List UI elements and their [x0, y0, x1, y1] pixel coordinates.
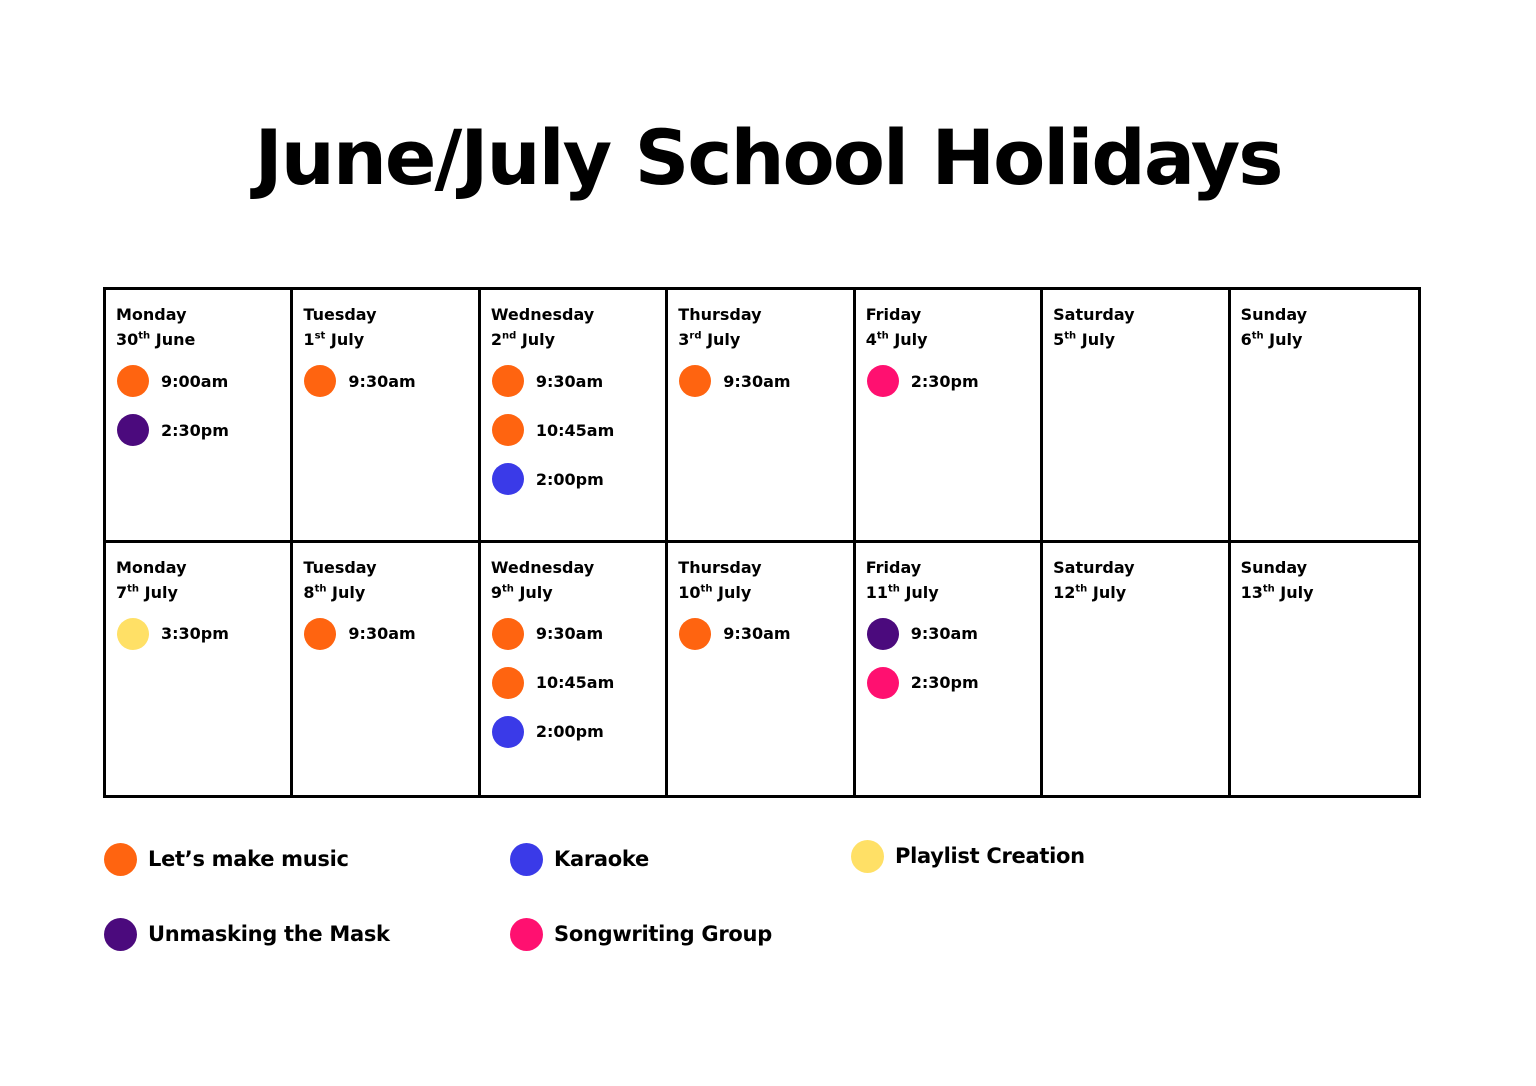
date-number: 13: [1240, 582, 1263, 602]
date-number: 8: [303, 582, 315, 602]
event-time: 2:00pm: [535, 722, 604, 741]
date-number: 30: [116, 330, 139, 349]
event-item: [491, 462, 665, 496]
date-suffix: th: [138, 330, 151, 342]
activity-dot-icon: [679, 618, 711, 650]
day-cell: [293, 543, 480, 796]
legend-item: [509, 916, 772, 952]
event-time: 9:30am: [535, 624, 604, 643]
event-item: [491, 715, 665, 749]
event-item: [116, 617, 290, 651]
day-date: [1241, 580, 1418, 605]
event-list: [491, 364, 665, 496]
day-date: [1241, 327, 1418, 352]
date-number: 4: [865, 330, 877, 349]
day-cell: [1043, 290, 1230, 543]
day-date: [1053, 580, 1227, 605]
day-cell: [106, 543, 293, 796]
activity-dot-icon: [304, 365, 336, 397]
day-date: [303, 580, 477, 605]
date-month: July: [139, 582, 178, 602]
day-date: [491, 580, 665, 605]
day-name: Thursday: [678, 305, 762, 324]
activity-dot-icon: [867, 365, 899, 397]
date-number: 11: [865, 582, 888, 602]
event-item: [866, 617, 1040, 651]
event-time: 9:30am: [723, 624, 791, 643]
date-suffix: st: [314, 330, 326, 342]
day-date: [1053, 327, 1227, 352]
day-name: Tuesday: [303, 557, 377, 577]
day-date: [678, 327, 852, 352]
event-time: 10:45am: [535, 673, 615, 692]
day-date: [491, 327, 665, 352]
yellow-dot-icon: [851, 840, 884, 873]
date-suffix: th: [1064, 330, 1077, 342]
date-number: 5: [1053, 330, 1065, 349]
activity-dot-icon: [492, 463, 524, 495]
day-date: [866, 327, 1040, 352]
event-time: 2:30pm: [161, 420, 229, 440]
date-month: July: [325, 330, 365, 349]
activity-dot-icon: [492, 618, 524, 650]
event-item: [678, 364, 852, 398]
day-cell: [481, 290, 668, 543]
day-cell: [856, 543, 1043, 796]
activity-dot-icon: [867, 618, 899, 650]
date-month: July: [712, 582, 752, 602]
date-suffix: th: [314, 583, 327, 595]
event-list: [491, 617, 665, 749]
date-number: 10: [678, 582, 701, 602]
day-name: Thursday: [678, 557, 762, 577]
event-item: [866, 666, 1040, 700]
event-list: [866, 364, 1040, 398]
day-cell: [481, 543, 668, 796]
event-list: [678, 617, 852, 651]
activity-dot-icon: [117, 414, 149, 446]
legend-label: Let’s make music: [148, 847, 349, 871]
event-item: [866, 364, 1040, 398]
event-time: 9:30am: [910, 624, 978, 643]
blue-dot-icon: [510, 843, 543, 876]
orange-dot-icon: [104, 843, 137, 876]
day-name: Sunday: [1240, 557, 1308, 577]
event-list: [303, 617, 477, 651]
day-name: Saturday: [1053, 557, 1135, 577]
date-month: July: [899, 582, 939, 602]
date-month: July: [1076, 330, 1116, 349]
date-suffix: th: [1262, 583, 1275, 595]
activity-dot-icon: [117, 618, 149, 650]
day-date: [678, 580, 852, 605]
purple-dot-icon: [104, 918, 137, 951]
event-time: 2:30pm: [910, 371, 979, 391]
day-name: Friday: [865, 305, 922, 324]
legend-label: Songwriting Group: [554, 922, 772, 946]
event-list: [116, 364, 290, 447]
date-number: 2: [490, 330, 502, 349]
day-cell: [293, 290, 480, 543]
day-cell: [1231, 290, 1418, 543]
event-list: [116, 617, 290, 651]
event-item: [491, 666, 665, 700]
day-name: Saturday: [1053, 305, 1135, 324]
legend-label: Playlist Creation: [895, 844, 1085, 868]
event-time: 9:30am: [348, 371, 416, 391]
date-suffix: th: [1251, 330, 1264, 342]
day-name: Tuesday: [303, 305, 377, 324]
day-cell: [106, 290, 293, 543]
event-list: [303, 364, 477, 398]
activity-dot-icon: [304, 618, 336, 650]
date-month: June: [150, 330, 196, 349]
legend: [103, 838, 1303, 968]
date-number: 7: [116, 582, 128, 602]
date-month: July: [701, 330, 741, 349]
legend-item: [509, 841, 649, 877]
day-date: [303, 327, 477, 352]
date-number: 3: [678, 330, 690, 349]
date-number: 9: [490, 582, 502, 602]
day-date: [116, 327, 290, 352]
day-name: Monday: [116, 557, 187, 577]
day-cell: [668, 290, 855, 543]
event-time: 9:30am: [723, 371, 791, 391]
day-cell: [1043, 543, 1230, 796]
event-item: [678, 617, 852, 651]
date-month: July: [513, 582, 553, 602]
event-time: 9:00am: [161, 371, 229, 391]
event-time: 3:30pm: [161, 624, 229, 643]
date-month: July: [516, 330, 556, 349]
activity-dot-icon: [492, 716, 524, 748]
activity-dot-icon: [679, 365, 711, 397]
activity-dot-icon: [492, 365, 524, 397]
event-item: [303, 617, 477, 651]
legend-item: [103, 916, 390, 952]
activity-dot-icon: [492, 667, 524, 699]
date-suffix: nd: [501, 330, 517, 342]
day-date: [116, 580, 290, 605]
day-cell: [668, 543, 855, 796]
event-item: [116, 413, 290, 447]
event-time: 9:30am: [535, 371, 604, 391]
date-number: 6: [1240, 330, 1252, 349]
day-cell: [856, 290, 1043, 543]
date-month: July: [1263, 330, 1303, 349]
day-cell: [1231, 543, 1418, 796]
date-month: July: [1274, 582, 1314, 602]
date-month: July: [888, 330, 928, 349]
date-suffix: th: [876, 330, 889, 342]
event-list: [866, 617, 1040, 700]
day-name: Sunday: [1240, 305, 1308, 324]
date-suffix: rd: [689, 330, 702, 342]
day-date: [866, 580, 1040, 605]
calendar-grid: [103, 287, 1421, 798]
legend-item: [850, 838, 1085, 874]
date-month: July: [1087, 582, 1127, 602]
day-name: Monday: [116, 305, 187, 324]
date-suffix: th: [501, 583, 514, 595]
activity-dot-icon: [117, 365, 149, 397]
date-month: July: [326, 582, 366, 602]
day-name: Friday: [865, 557, 922, 577]
legend-label: Unmasking the Mask: [148, 922, 390, 946]
day-name: Wednesday: [490, 305, 595, 324]
event-time: 2:00pm: [535, 469, 604, 489]
date-suffix: th: [700, 583, 713, 595]
event-list: [678, 364, 852, 398]
event-time: 2:30pm: [910, 673, 979, 692]
date-suffix: th: [1075, 583, 1088, 595]
day-name: Wednesday: [490, 557, 595, 577]
pink-dot-icon: [510, 918, 543, 951]
event-item: [491, 617, 665, 651]
date-number: 12: [1053, 582, 1076, 602]
activity-dot-icon: [492, 414, 524, 446]
event-item: [491, 413, 665, 447]
event-item: [116, 364, 290, 398]
legend-label: Karaoke: [554, 847, 649, 871]
page-title: June/July School Holidays: [254, 113, 1282, 202]
event-item: [303, 364, 477, 398]
date-number: 1: [303, 330, 315, 349]
date-suffix: th: [127, 583, 140, 595]
activity-dot-icon: [867, 667, 899, 699]
event-time: 9:30am: [348, 624, 416, 643]
legend-item: [103, 841, 349, 877]
date-suffix: th: [887, 583, 900, 595]
event-time: 10:45am: [535, 420, 615, 440]
event-item: [491, 364, 665, 398]
